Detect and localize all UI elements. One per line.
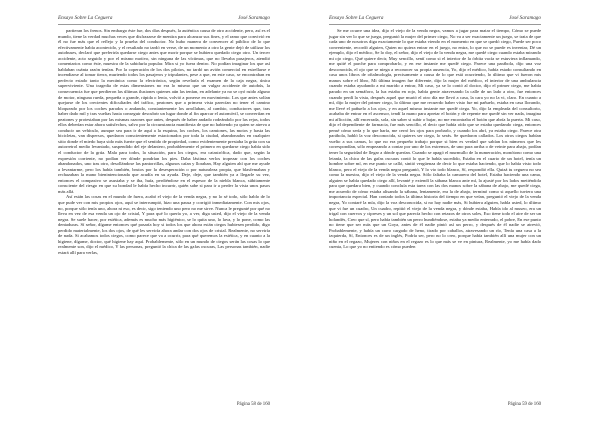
paragraph: partieran los frenos. Sin embargo éste fue, dos días después, la auténtica causa de otro accidente, pero, así es el mundo, tiene la verdad muchas veces que disfrazarse de mentira para alcanzar sus fines, y el ramo que convivió en él no fue más que el reflejo y la prueba del conductor. No hubo manera de convencer al público de lo que efectivamente había acontecido, y el resultado no tardó en verse, de un momento a otro la gente dejó de utilizar los autobuses, declaró que preferiría quedarse ciego antes que morir porque se hubiera quedado ciego otro. Un tercer accidente, acto seguido y por el mismo motivo, sin ninguna de las víctimas, que no llevaba pasajeros, atendió comentarios como éste, muestra de la sabiduría popular. Mira si yo fuera dentro. No podían imaginar los que así hablaban cuánta razón tenían. Por la coperación de los dos pilotos, no tardó un avión comercial en estrellarse e incendiarse al tomar tierra, muriendo todos los pasajeros y tripulantes, pese a que, en este caso, se encontraban en perfecto estado tanto la mecánica como la electrónica, según revelaría el examen de la caja negra, única superviviente. Una tragedia de estas dimensiones no era lo mismo que un vulgar accidente de autobús, la consecuencia fue que perdieron las últimas ilusiones quienes aún las tenían, en adelante ya no se oyó ruido alguno de motor, ninguna rueda, pequeña o grande, rápida o lenta, volvió a ponerse en movimiento. Los que antes solían quejarse de los crecientes dificultades del tráfico, peatones que a primera vista parecían no tener el camino bloqueado por los coches parados o andando, constantemente los arrollaban, al cambio, conductores que, tras haber dado mil y tras vueltas hasta conseguir descubrir un lugar donde al fin aparcar el automóvil, se convertían en peatones y protestaban por las mismas razones que antes, después de haber andado rodeándolo por las rejas, todos ellos deberían estar ahora satisfechos, salvo por la circunstancia manifiesta de que no habiendo ya quien se atreva a conducir un vehículo, aunque sea para ir de aquí a la esquina, los coches, los camiones, las motos y hasta las bicicletas, van dispersos, quedaron conscientemente estacionados por toda la ciudad, abandonados en cualquier sitio donde el miedo haya sido más fuerte que el sentido de propiedad, como evidentemente prestaba la grúa con su autorretrol medio levantado, suspendido del eje delantero, probablemente el primero en quedarse ciego había sido el conductor de la grúa. Mala para todos, la situación, para los ciegos, era catastrófica, dado que, según la expresión corriente, no podían ver dónde pondrían los pies. Daba lástima verlos tropezar con los coches abandonados, uno tras otro, desollándose las pantorrillas, algunos caían y lloraban, Hay alguien ahí que me ayude a levantarme, pero los había también, brutos por la desesperación o por naturaleza propia, que blasfemaban y rechazaban la mano bienintencionada que acudía en su ayuda. Deje, deje, que también ya a llegarle su vez, entonces el compasivo se asustaba y se iba, huía, perdiéndose en el espesor de la niebla blanca, súbitamente consciente del riesgo en que su bondad le había hecho incurrir, quién sabe si para ir a perder la vista unos pasos más allá.	[58, 28, 270, 194]
right-page-number: Página 59 de 160	[507, 402, 541, 407]
header-book-title: Ensayo Sobre La Ceguera	[58, 15, 113, 21]
right-page	[300, 0, 600, 424]
left-page-header	[58, 14, 270, 25]
header-author: José Saramago	[509, 15, 541, 21]
left-page-body	[58, 28, 270, 255]
right-page-header	[329, 14, 541, 25]
paragraph: Así están las cosas en el mundo de fuera, acabó el viejo de la venda negra, y no lo sé todo, sólo hablo de lo que pude ver con mis propios ojos, aquí se interrumpió, hizo una pausa y corrigió inmediatamente. Con mis ojos, no, porque sólo tenía uno, ahora ni eso, es decir, sigo teniendo uno pero no me sirve. Nunca le pregunté por qué no lleva en vez de esa venda un ojo de cristal, Y para qué lo quería yo, a ver, diga usted, dijo el viejo de la venda negra. Se suele hacer, por estética, además es mucho más higiénico, se lo quita uno, lo lava, y lo pone, como las dentaduras. Sí señor, dígame entonces qué pasaría hoy si todos los que ahora están ciegos hubiesen perdido, digo perdido materialmente, los dos ojos, de qué les serviría ahora andar con dos ojos de cristal. Realmente, no serviría de nada. Si acabamos todos ciegos, como parece que va a ocurrir, para qué queremos la estética, y en cuanto a la higiene, dígame, doctor, qué higiene hay aquí. Probablemente, sólo en un mundo de ciegos serán las cosas lo que realmente son, dijo el médico, Y las personas, preguntó la chica de las gafas oscuras, Las personas también, nadie estará allí para verlas,	[58, 194, 270, 255]
right-page-body	[329, 28, 541, 250]
header-book-title: Ensayo Sobre La Ceguera	[329, 15, 384, 21]
header-author: José Saramago	[238, 15, 270, 21]
left-page-number: Página 58 de 160	[236, 402, 270, 407]
paragraph: Se me ocurre una idea, dijo el viejo de la venda negra, vamos a jugar para matar el tiempo, Cómo se puede jugar sin ver lo que se juega, preguntó la mujer del primer ciego, No va a ser exactamente un juego, se trata de que cada uno de nosotros diga exactamente lo que estaba viendo en el momento en que se quedó ciego, Puede ser poco conveniente, recordó alguien, Quien no quiera entrar en el juego, no entra, lo que no se puede es inventar, Dé un ejemplo, dijo el médico, Se lo doy, el señor, dijo el viejo de la venda negra, me quedé ciego cuando estaba mirando mi ojo ciego, Qué quiere decir, Muy sencillo, sentí como si el interior de la órbita vacía se estuviera inflamando, me quité el parche para comprobarlo, y en ese instante me quedé ciego. Parece una parábola, dijo una voz desconocida, el ojo que se niega a reconocer su propia ausencia, Yo, dijo el médico, había estado consultando en casa unos libros de oftalmología, precisamente a causa de lo que está ocurriendo, lo último que vi fueron mis manos sobre el libro, Mi última imagen fue diferente, dijo la mujer del médico, el interior de una ambulancia cuando estaba ayudando a mi marido a entrar, Mi caso, ya se lo contó al doctor, dijo el primer ciego, me había parado en un semáforo, la luz estaba en rojo, había gente atravesando la calle de un lado a otro, fue entonces cuando perdí la vista, después aquel que murió el otro día me llevó a casa, la cara yo no la vi, claro. En cuanto a mí, dijo la mujer del primer ciego, lo último que me recuerdo haber visto fue mi pañuelo, estaba en casa llorando, me llevé el pañuelo a los ojos, y en aquel mismo instante me quedé ciega. Yo, dijo la empleada del consultorio, acababa de entrar en el ascensor, tendí la mano para apretar el botón y de repente me quedé sin ver nada, imagina mi aflicción, allí encerrada, sola, sin saber si subir o bajar, no me encontraba el botón que abría la puerta. Mi caso, dijo el dependiente de farmacia, fue más sencillo, el decir que había oído que se estaba quedando ciega, entonces pensé cómo sería y lo que haría, me cerró los ojos para probarlo, y cuando los abrí, ya estaba ciego. Parece otra parábola, habló la voz desconocida, si quieres ser ciego, lo serás. Se quedaron callados. Los otros ciegos habían vuelto a sus camas, lo que no era pequeño trabajo porque si bien es verdad que sabían los números que les correspondían, sólo empezando a contar por uno de los extremos, de uno para arriba o de veinte para abajo, podían tener la seguridad de llegar a dónde querían. Cuando se apagó el murmullo de la numeración, monótono como una letanía, la chica de las gafas oscuras contó lo que le había sucedido, Estaba en el cuarto de un hotel, tenía un hombre sobre mí, en ese punto se calló, sintió vergüenza de decir lo que estaba haciendo, que lo había visto todo blanco, pero el viejo de la venda negra preguntó, Y lo vio todo blanco, Sí, respondió ella. Quizá tu ceguera no sea como la nuestra, dijo el viejo de la venda negra. Sólo faltaba la camarera del hotel, Estaba haciendo una cama, alguien se había quedado ciego allí, levanté y extendí la sábana blanca ante mí, la ajusté por los lados metiéndola para que quedara bien, y cuando concluía esta tarea con las dos manos sobre la sábana de abajo, me quedé ciega, me acuerdo de cómo estaba alisando la sábana, lentamente, era la de abajo, terminó como si aquello tuviera una importancia especial. Han contado todos la última historia del tiempo en que veían, preguntó el viejo de la venda negra, Yo contaré la mía, dijo la voz desconocida, si no hay nadie más, Si hubiera alguien, habla usted, lo último que vi fue un cuadro, Un cuadro, repitió el viejo de la venda negra, y dónde estaba, Había ido al museo, era un trigal con cuervos y cipreses y un sol que parecía hecho con retazos de otros soles, Eso tiene todo el aire de ser un holandés, Creo que sí, pero había también un perro hundiéndose, estaba ya medio enterrado, el pobre, En ese punto no tiene que ser más que un Goya, antes de él nadie pintó así un perro, y después de él nadie se atrevió, Probablemente, y había un carro cargado de heno, tirado por caballos, atravesando un río, Tenía una casa a la izquierda, Sí, Entonces es de un inglés, Podría ser, pero no lo creo, porque había también allí una mujer con un niño en el regazo, Mujeres con niños en el regazo es lo que más se ve en pintura, Realmente, yo me había dado cuenta, Lo que yo no entiendo es cómo pueden	[329, 28, 541, 250]
